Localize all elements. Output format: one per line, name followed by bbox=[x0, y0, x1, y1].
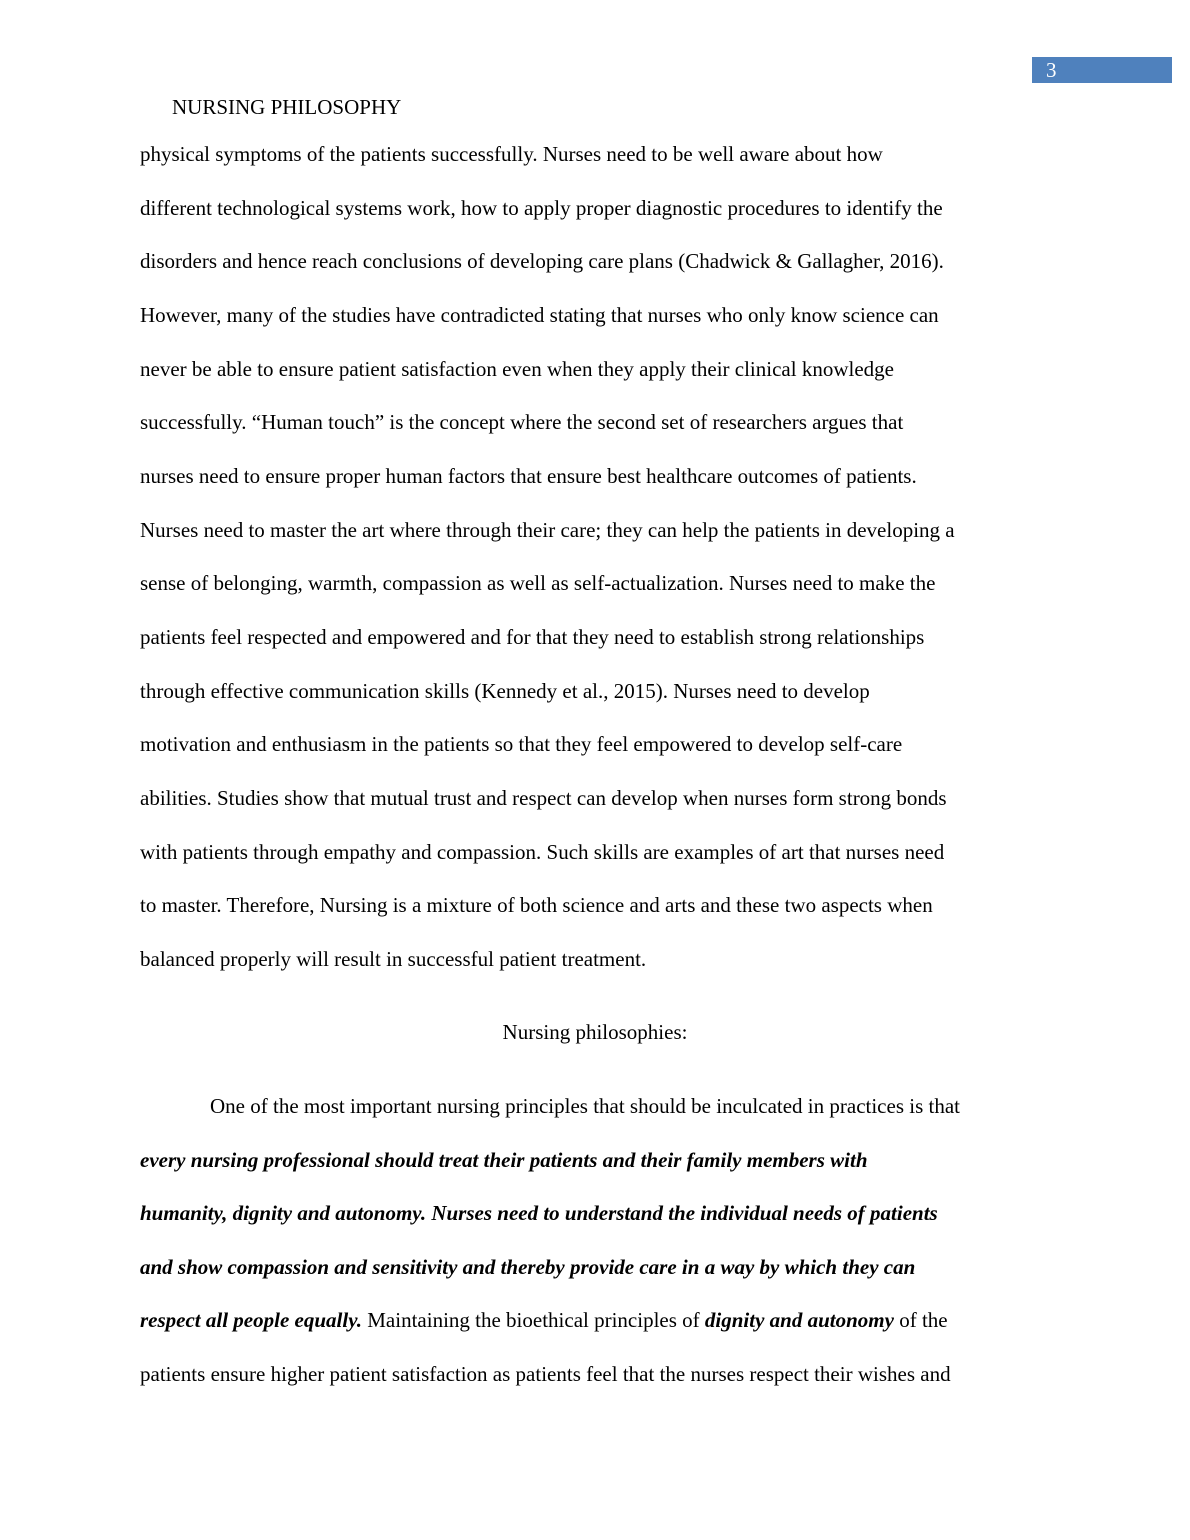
text-line: One of the most important nursing principles that should be inculcated in practices is that bbox=[210, 1094, 960, 1118]
plain-text: Maintaining the bioethical principles of bbox=[362, 1308, 705, 1332]
text-line: sense of belonging, warmth, compassion as well as self-actualization. Nurses need to make the bbox=[140, 571, 936, 595]
text-line: nurses need to ensure proper human factors that ensure best healthcare outcomes of patients. bbox=[140, 464, 917, 488]
emphasis-text: respect all people equally. bbox=[140, 1308, 362, 1332]
text-line: never be able to ensure patient satisfaction even when they apply their clinical knowledge bbox=[140, 357, 894, 381]
text-line: abilities. Studies show that mutual trust and respect can develop when nurses form strong bonds bbox=[140, 786, 947, 810]
text-line: However, many of the studies have contradicted stating that nurses who only know science can bbox=[140, 303, 939, 327]
text-line: through effective communication skills (Kennedy et al., 2015). Nurses need to develop bbox=[140, 679, 870, 703]
text-line-emphasis: every nursing professional should treat their patients and their family members with bbox=[140, 1148, 868, 1172]
page-number: 3 bbox=[1046, 58, 1057, 82]
text-line: patients ensure higher patient satisfaction as patients feel that the nurses respect their wishes and bbox=[140, 1362, 951, 1386]
emphasis-text: dignity and autonomy bbox=[704, 1308, 894, 1332]
text-line-mixed bbox=[140, 1305, 948, 1335]
plain-text: of the bbox=[893, 1308, 948, 1332]
text-line: patients feel respected and empowered and for that they need to establish strong relationships bbox=[140, 625, 925, 649]
running-head: NURSING PHILOSOPHY bbox=[172, 95, 402, 119]
text-line-emphasis: and show compassion and sensitivity and thereby provide care in a way by which they can bbox=[140, 1255, 916, 1279]
text-line: with patients through empathy and compassion. Such skills are examples of art that nurses need bbox=[140, 840, 945, 864]
section-heading: Nursing philosophies: bbox=[502, 1020, 688, 1044]
text-line: successfully. “Human touch” is the concept where the second set of researchers argues that bbox=[140, 410, 904, 434]
text-line: balanced properly will result in successful patient treatment. bbox=[140, 947, 647, 971]
text-line: Nurses need to master the art where through their care; they can help the patients in developing a bbox=[140, 518, 955, 542]
text-line: motivation and enthusiasm in the patients so that they feel empowered to develop self-care bbox=[140, 732, 903, 756]
page-number-badge bbox=[1032, 57, 1172, 83]
text-line: disorders and hence reach conclusions of developing care plans (Chadwick & Gallagher, 2016). bbox=[140, 249, 944, 273]
text-line: physical symptoms of the patients successfully. Nurses need to be well aware about how bbox=[140, 142, 883, 166]
text-line-emphasis: humanity, dignity and autonomy. Nurses need to understand the individual needs of patients bbox=[140, 1201, 938, 1225]
text-line: to master. Therefore, Nursing is a mixture of both science and arts and these two aspects when bbox=[140, 893, 933, 917]
text-line: different technological systems work, how to apply proper diagnostic procedures to identify the bbox=[140, 196, 943, 220]
